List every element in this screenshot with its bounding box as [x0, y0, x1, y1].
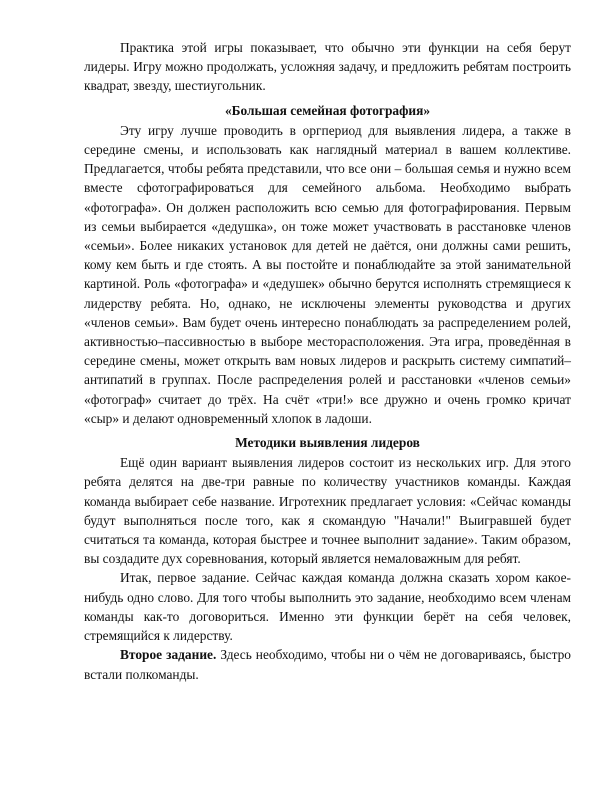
second-task-text: Здесь необходимо, чтобы ни о чём не договариваясь, быстро встали полкоманды. — [84, 647, 571, 682]
second-task-label: Второе задание. — [120, 647, 217, 663]
paragraph-family-photo: Эту игру лучше проводить в оргпериод для выявления лидера, а также в середине смены, и использовать как наглядный материал в вашем коллективе. Предлагается, чтобы ребята представили, что все они – большая семья и нужно всем вместе сфотографироваться для семейного альбома. Необходимо выбрать «фотографа». Он должен расположить всю семью для фотографирования. Первым из семьи выбирается «дедушка», он тоже может участвовать в расстановке членов «семьи». Более никаких установок для детей не даётся, они должны сами решить, кому кем быть и где стоять. А вы постойте и понаблюдайте за этой занимательной картиной. Роль «фотографа» и «дедушек» обычно берутся исполнять стремящиеся к лидерству ребята. Но, однако, не исключены элементы руководства и других «членов семьи». Вам будет очень интересно понаблюдать за распределением ролей, активностью–пассивностью в выборе месторасположения. Эта игра, проведённая в середине смены, может открыть вам новых лидеров и раскрыть систему симпатий–антипатий в группах. После распределения ролей и расстановки «членов семьи» «фотограф» считает до трёх. На счёт «три!» все дружно и очень громко кричат «сыр» и делают одновременный хлопок в ладоши. — [84, 122, 571, 426]
paragraph-intro: Практика этой игры показывает, что обычно эти функции на себя берут лидеры. Игру можно продолжать, усложняя задачу, и предложить ребятам построить квадрат, звезду, шестиугольник. — [84, 40, 571, 94]
paragraph-leader-methods: Ещё один вариант выявления лидеров состоит из нескольких игр. Для этого ребята делятся на две-три равные по количеству участников команды. Каждая команда выбирает себе название. Игротехник предлагает условия: «Сейчас команды будут выполняться после того, как я скомандую "Начали!" Выигравшей будет считаться та команда, которая быстрее и точнее выполнит задание». Таким образом, вы создадите дух соревнования, который является немаловажным для ребят. — [84, 455, 571, 567]
section-heading-leader-methods: Методики выявления лидеров — [235, 435, 420, 451]
section-heading-family-photo: «Большая семейная фотография» — [224, 102, 431, 118]
paragraph-second-task — [84, 645, 571, 683]
document-page — [84, 38, 571, 684]
paragraph-first-task: Итак, первое задание. Сейчас каждая команда должна сказать хором какое-нибудь одно слово. Для того чтобы выполнить это задание, необходимо всем членам команды как-то договориться. Именно эти функции берёт на себя человек, стремящийся к лидерству. — [84, 570, 571, 644]
